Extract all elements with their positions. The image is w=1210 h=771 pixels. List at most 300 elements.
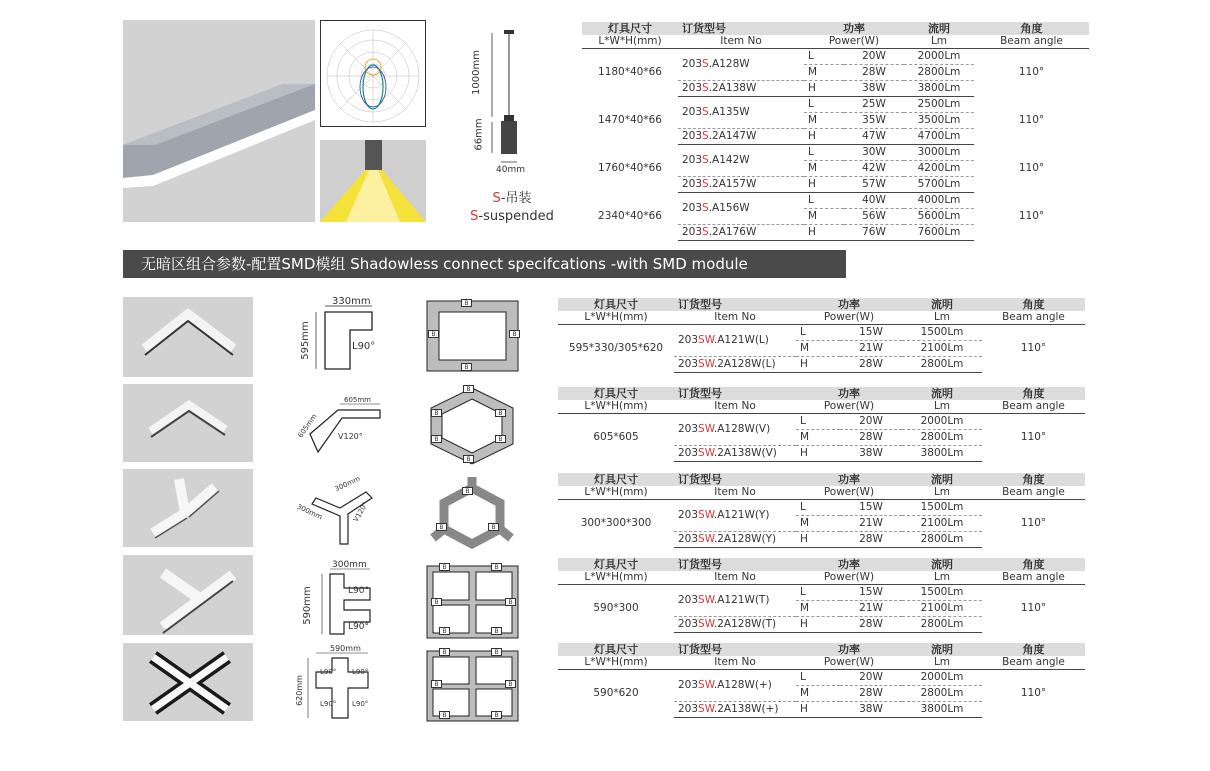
dim-a-label: 300mm — [333, 474, 362, 494]
level-cell: H — [804, 81, 844, 97]
watt-cell: 15W — [840, 500, 902, 516]
size-cell: 595*330/305*620 — [568, 342, 664, 355]
combo-spec-table — [558, 473, 1085, 548]
level-cell: L — [796, 670, 840, 686]
spec-row — [558, 325, 1085, 341]
item-code: S — [702, 202, 709, 214]
connector-b-label: B — [461, 363, 472, 371]
combo-spec-table — [558, 298, 1085, 373]
connector-b-label: B — [491, 563, 502, 571]
level-cell: M — [796, 430, 840, 446]
col-flux: 流明 — [902, 298, 982, 311]
item-no-cell — [674, 702, 796, 718]
combo-photo-v — [123, 384, 253, 462]
watt-cell: 20W — [840, 414, 902, 430]
item-code: SW — [698, 679, 714, 691]
item-suffix: .A135W — [708, 106, 750, 118]
lumen-cell: 2800Lm — [904, 65, 974, 81]
dim-c-label-3: L90° — [320, 700, 337, 708]
size-cell: 590*300 — [593, 602, 639, 615]
col-flux-en: Lm — [902, 571, 982, 585]
col-angle-en: Beam angle — [982, 571, 1085, 585]
col-power-en: Power(W) — [796, 486, 902, 500]
item-no-cell — [678, 49, 804, 81]
item-no-cell — [678, 97, 804, 129]
item-prefix: 203 — [682, 130, 703, 142]
watt-cell: 28W — [840, 357, 902, 373]
col-flux-en: Lm — [904, 35, 974, 49]
item-suffix: .2A138W(V) — [713, 447, 777, 459]
angle-cell: 110° — [1018, 114, 1045, 126]
item-code: S — [702, 226, 709, 238]
item-prefix: 203 — [678, 509, 699, 521]
level-cell: L — [804, 97, 844, 113]
watt-cell: 15W — [840, 585, 902, 601]
lumen-cell: 5700Lm — [904, 177, 974, 193]
dim-b-label: 620mm — [294, 675, 304, 706]
connector-b-label: B — [461, 299, 472, 307]
size-cell: 1180*40*66 — [598, 66, 662, 79]
size-cell: 300*300*300 — [580, 517, 652, 530]
item-no-cell — [674, 446, 796, 462]
level-cell: H — [796, 357, 840, 373]
item-code: SW — [698, 358, 714, 370]
watt-cell: 42W — [844, 161, 904, 177]
connector-b-label: B — [491, 711, 502, 719]
col-power-en: Power(W) — [796, 571, 902, 585]
col-power: 功率 — [796, 298, 902, 311]
level-cell: L — [796, 585, 840, 601]
combo-spec-table — [558, 558, 1085, 633]
col-power: 功率 — [796, 473, 902, 486]
item-prefix: 203 — [678, 447, 699, 459]
layout-rect — [425, 297, 520, 375]
level-cell: H — [804, 129, 844, 145]
item-suffix: .2A128W(Y) — [713, 533, 777, 545]
item-no-cell — [678, 177, 804, 193]
level-cell: M — [804, 113, 844, 129]
lumen-cell: 2800Lm — [902, 430, 982, 446]
col-angle-en: Beam angle — [982, 311, 1085, 325]
spec-row — [582, 145, 1089, 161]
lumen-cell: 2100Lm — [902, 341, 982, 357]
connector-b-label: B — [488, 523, 499, 531]
item-no-cell — [678, 145, 804, 177]
item-prefix: 203 — [678, 679, 699, 691]
watt-cell: 40W — [844, 193, 904, 209]
width-dim-label: 40mm — [496, 165, 525, 175]
connector-b-label: B — [495, 409, 506, 417]
level-cell: M — [796, 601, 840, 617]
item-no-cell — [674, 585, 796, 617]
item-prefix: 203 — [678, 703, 699, 715]
col-item: 订货型号 — [674, 643, 796, 656]
lumen-cell: 4200Lm — [904, 161, 974, 177]
item-no-cell — [678, 81, 804, 97]
item-prefix: 203 — [682, 202, 703, 214]
col-angle: 角度 — [974, 22, 1089, 35]
angle-cell: 110° — [1020, 342, 1047, 355]
level-cell: H — [796, 617, 840, 633]
item-suffix: .A121W(L) — [713, 334, 769, 346]
watt-cell: 20W — [840, 670, 902, 686]
col-item: 订货型号 — [674, 387, 796, 400]
item-no-cell — [674, 325, 796, 357]
dim-b-label: 595mm — [299, 321, 311, 360]
watt-cell: 28W — [840, 532, 902, 548]
lumen-cell: 3800Lm — [904, 81, 974, 97]
col-size-en: L*W*H(mm) — [582, 35, 678, 49]
col-angle: 角度 — [982, 387, 1085, 400]
col-item-en: Item No — [674, 571, 796, 585]
col-angle-en: Beam angle — [982, 656, 1085, 670]
item-no-cell — [674, 670, 796, 702]
watt-cell: 38W — [844, 81, 904, 97]
col-size-en: L*W*H(mm) — [558, 656, 674, 670]
spec-row — [558, 500, 1085, 516]
watt-cell: 25W — [844, 97, 904, 113]
combo-photo-y — [123, 469, 253, 547]
level-cell: L — [796, 500, 840, 516]
item-no-cell — [674, 617, 796, 633]
item-suffix: .A156W — [708, 202, 750, 214]
lumen-cell: 2000Lm — [904, 49, 974, 65]
lumen-cell: 3000Lm — [904, 145, 974, 161]
col-size-en: L*W*H(mm) — [558, 400, 674, 414]
col-angle-en: Beam angle — [974, 35, 1089, 49]
size-cell: 1760*40*66 — [598, 162, 662, 174]
dim-c-label: V120° — [351, 500, 370, 524]
dim-c-label: L90° — [348, 586, 369, 596]
connector-b-label: B — [428, 330, 439, 338]
lumen-cell: 2800Lm — [902, 617, 982, 633]
item-suffix: .2A138W(+) — [713, 703, 779, 715]
dim-c-label: L90° — [320, 668, 337, 676]
connector-b-label: B — [439, 627, 450, 635]
item-suffix: .2A147W — [708, 130, 757, 142]
item-code: S — [702, 154, 709, 166]
lumen-cell: 3800Lm — [902, 446, 982, 462]
dim-c-label-2: L90° — [348, 622, 369, 632]
item-suffix: .2A128W(T) — [713, 618, 777, 630]
col-item-en: Item No — [674, 656, 796, 670]
item-prefix: 203 — [682, 154, 703, 166]
combo-spec-table — [558, 387, 1085, 462]
item-code: SW — [698, 533, 714, 545]
polar-diagram — [320, 20, 426, 127]
item-no-cell — [674, 414, 796, 446]
watt-cell: 38W — [840, 446, 902, 462]
dim-c-label-2: L90° — [352, 668, 369, 676]
col-angle-en: Beam angle — [982, 400, 1085, 414]
item-code: S — [702, 106, 709, 118]
col-size: 灯具尺寸 — [558, 558, 674, 571]
col-flux: 流明 — [902, 643, 982, 656]
spec-row — [558, 585, 1085, 601]
item-code: SW — [698, 447, 714, 459]
item-prefix: 203 — [678, 358, 699, 370]
dim-drawing-l — [300, 297, 390, 375]
connector-b-label: B — [509, 330, 520, 338]
size-cell: 1470*40*66 — [598, 114, 662, 126]
connector-b-label: B — [431, 680, 442, 688]
dim-c-label: V120° — [338, 432, 363, 441]
item-suffix: .2A138W — [708, 82, 757, 94]
angle-cell: 110° — [1020, 517, 1047, 530]
col-angle: 角度 — [982, 298, 1085, 311]
level-cell: M — [796, 341, 840, 357]
watt-cell: 76W — [844, 225, 904, 241]
lumen-cell: 1500Lm — [902, 500, 982, 516]
item-no-cell — [674, 532, 796, 548]
item-code: S — [702, 130, 709, 142]
watt-cell: 47W — [844, 129, 904, 145]
connector-b-label: B — [431, 435, 442, 443]
angle-cell: 110° — [1018, 66, 1045, 79]
combo-photo-t — [123, 555, 253, 635]
col-item: 订货型号 — [674, 298, 796, 311]
item-prefix: 203 — [678, 594, 699, 606]
item-prefix: 203 — [682, 82, 703, 94]
lumen-cell: 1500Lm — [902, 585, 982, 601]
connector-b-label: B — [431, 409, 442, 417]
connector-b-label: B — [505, 598, 516, 606]
lumen-cell: 4000Lm — [904, 193, 974, 209]
layout-hexagon — [425, 384, 520, 466]
dim-a-label: 590mm — [330, 644, 361, 653]
connector-b-label: B — [463, 455, 474, 463]
col-angle: 角度 — [982, 473, 1085, 486]
spec-row — [558, 670, 1085, 686]
col-power-en: Power(W) — [804, 35, 904, 49]
col-item-en: Item No — [674, 400, 796, 414]
watt-cell: 28W — [840, 617, 902, 633]
level-cell: L — [804, 145, 844, 161]
watt-cell: 57W — [844, 177, 904, 193]
combo-photo-cross — [123, 643, 253, 721]
col-item: 订货型号 — [678, 22, 804, 35]
lumen-cell: 4700Lm — [904, 129, 974, 145]
col-power-en: Power(W) — [796, 400, 902, 414]
watt-cell: 56W — [844, 209, 904, 225]
item-suffix: .A128W(+) — [713, 679, 772, 691]
item-code: SW — [698, 509, 714, 521]
watt-cell: 38W — [840, 702, 902, 718]
lumen-cell: 1500Lm — [902, 325, 982, 341]
col-flux-en: Lm — [902, 656, 982, 670]
connector-b-label: B — [431, 598, 442, 606]
body-dim-label: 66mm — [473, 118, 485, 151]
size-cell: 605*605 — [593, 431, 639, 444]
lumen-cell: 2000Lm — [902, 414, 982, 430]
col-size: 灯具尺寸 — [582, 22, 678, 35]
item-code: SW — [698, 703, 714, 715]
dim-drawing-y — [296, 474, 388, 550]
watt-cell: 20W — [844, 49, 904, 65]
angle-cell: 110° — [1020, 602, 1047, 615]
item-suffix: .2A157W — [708, 178, 757, 190]
spec-row — [582, 49, 1089, 65]
height-dim-label: 1000mm — [470, 50, 482, 95]
item-prefix: 203 — [678, 618, 699, 630]
item-no-cell — [678, 193, 804, 225]
item-code: SW — [698, 423, 714, 435]
dim-a-label: 605mm — [344, 396, 371, 404]
col-flux: 流明 — [902, 387, 982, 400]
col-size-en: L*W*H(mm) — [558, 571, 674, 585]
item-prefix: 203 — [678, 423, 699, 435]
item-suffix: .2A176W — [708, 226, 757, 238]
angle-cell: 110° — [1020, 687, 1047, 700]
size-cell: 590*620 — [593, 687, 639, 700]
dim-drawing-v — [296, 394, 390, 464]
dim-c-label: L90° — [352, 341, 376, 352]
top-spec-table — [582, 22, 1089, 241]
item-no-cell — [674, 357, 796, 373]
connector-b-label: B — [495, 435, 506, 443]
lumen-cell: 2800Lm — [902, 357, 982, 373]
col-flux: 流明 — [902, 473, 982, 486]
col-size: 灯具尺寸 — [558, 473, 674, 486]
item-code: S — [702, 178, 709, 190]
item-suffix: .A121W(Y) — [713, 509, 770, 521]
item-code: S — [702, 58, 709, 70]
col-size: 灯具尺寸 — [558, 387, 674, 400]
connector-b-label: B — [439, 563, 450, 571]
beam-photo — [320, 140, 426, 222]
col-power: 功率 — [796, 558, 902, 571]
item-suffix: .A142W — [708, 154, 750, 166]
item-no-cell — [678, 225, 804, 241]
col-item-en: Item No — [674, 311, 796, 325]
col-angle: 角度 — [982, 558, 1085, 571]
item-no-cell — [674, 500, 796, 532]
col-item: 订货型号 — [674, 558, 796, 571]
connector-b-label: B — [436, 523, 447, 531]
spec-row — [582, 193, 1089, 209]
suspended-label: S-吊装 S-suspended — [470, 191, 554, 224]
angle-cell: 110° — [1018, 162, 1045, 174]
item-code: SW — [698, 334, 714, 346]
item-suffix: .A128W(V) — [713, 423, 771, 435]
item-code: SW — [698, 618, 714, 630]
watt-cell: 28W — [844, 65, 904, 81]
dim-b-label: 605mm — [296, 412, 319, 440]
angle-cell: 110° — [1020, 431, 1047, 444]
dim-b-label: 590mm — [301, 586, 313, 625]
lumen-cell: 3500Lm — [904, 113, 974, 129]
dim-drawing-cross — [296, 644, 388, 722]
watt-cell: 21W — [840, 341, 902, 357]
angle-cell: 110° — [1018, 210, 1045, 222]
col-power-en: Power(W) — [796, 311, 902, 325]
connector-b-label: B — [491, 648, 502, 656]
product-photo-linear — [123, 20, 315, 222]
item-prefix: 203 — [682, 178, 703, 190]
item-prefix: 203 — [682, 226, 703, 238]
item-prefix: 203 — [678, 334, 699, 346]
level-cell: M — [804, 209, 844, 225]
connector-b-label: B — [491, 627, 502, 635]
col-flux: 流明 — [902, 558, 982, 571]
spec-row — [558, 414, 1085, 430]
col-flux-en: Lm — [902, 486, 982, 500]
lumen-cell: 5600Lm — [904, 209, 974, 225]
col-size-en: L*W*H(mm) — [558, 486, 674, 500]
level-cell: H — [804, 177, 844, 193]
item-suffix: .A128W — [708, 58, 750, 70]
dim-a-label: 300mm — [332, 560, 367, 570]
item-code: SW — [698, 594, 714, 606]
level-cell: M — [796, 516, 840, 532]
combo-spec-table — [558, 643, 1085, 718]
level-cell: M — [804, 161, 844, 177]
connector-b-label: B — [505, 680, 516, 688]
item-suffix: .A121W(T) — [713, 594, 770, 606]
connector-b-label: B — [462, 487, 473, 495]
col-flux-en: Lm — [902, 400, 982, 414]
section-banner: 无暗区组合参数-配置SMD模组 Shadowless connect specifcations -with SMD module — [123, 250, 846, 278]
item-prefix: 203 — [682, 58, 703, 70]
dim-drawing-t — [300, 560, 390, 638]
dim-c-label-4: L90° — [352, 700, 369, 708]
col-size-en: L*W*H(mm) — [558, 311, 674, 325]
watt-cell: 35W — [844, 113, 904, 129]
dim-a-label: 330mm — [332, 296, 371, 307]
col-power: 功率 — [804, 22, 904, 35]
col-item-en: Item No — [678, 35, 804, 49]
item-code: S — [702, 82, 709, 94]
col-item: 订货型号 — [674, 473, 796, 486]
level-cell: H — [796, 446, 840, 462]
watt-cell: 21W — [840, 601, 902, 617]
col-angle-en: Beam angle — [982, 486, 1085, 500]
col-power: 功率 — [796, 643, 902, 656]
item-no-cell — [678, 129, 804, 145]
connector-b-label: B — [463, 385, 474, 393]
spec-row — [582, 97, 1089, 113]
item-suffix: .2A128W(L) — [713, 358, 776, 370]
lumen-cell: 2100Lm — [902, 601, 982, 617]
watt-cell: 28W — [840, 430, 902, 446]
col-item-en: Item No — [674, 486, 796, 500]
watt-cell: 28W — [840, 686, 902, 702]
lumen-cell: 3800Lm — [902, 702, 982, 718]
lumen-cell: 2000Lm — [902, 670, 982, 686]
col-size: 灯具尺寸 — [558, 643, 674, 656]
col-angle: 角度 — [982, 643, 1085, 656]
level-cell: M — [796, 686, 840, 702]
col-power-en: Power(W) — [796, 656, 902, 670]
lumen-cell: 2800Lm — [902, 686, 982, 702]
col-power: 功率 — [796, 387, 902, 400]
level-cell: H — [804, 225, 844, 241]
col-flux: 流明 — [904, 22, 974, 35]
level-cell: M — [804, 65, 844, 81]
connector-b-label: B — [439, 648, 450, 656]
level-cell: H — [796, 532, 840, 548]
watt-cell: 21W — [840, 516, 902, 532]
watt-cell: 15W — [840, 325, 902, 341]
lumen-cell: 2500Lm — [904, 97, 974, 113]
lumen-cell: 2800Lm — [902, 532, 982, 548]
size-cell: 2340*40*66 — [598, 210, 662, 222]
lumen-cell: 2100Lm — [902, 516, 982, 532]
level-cell: H — [796, 702, 840, 718]
col-flux-en: Lm — [902, 311, 982, 325]
level-cell: L — [804, 193, 844, 209]
level-cell: L — [796, 414, 840, 430]
